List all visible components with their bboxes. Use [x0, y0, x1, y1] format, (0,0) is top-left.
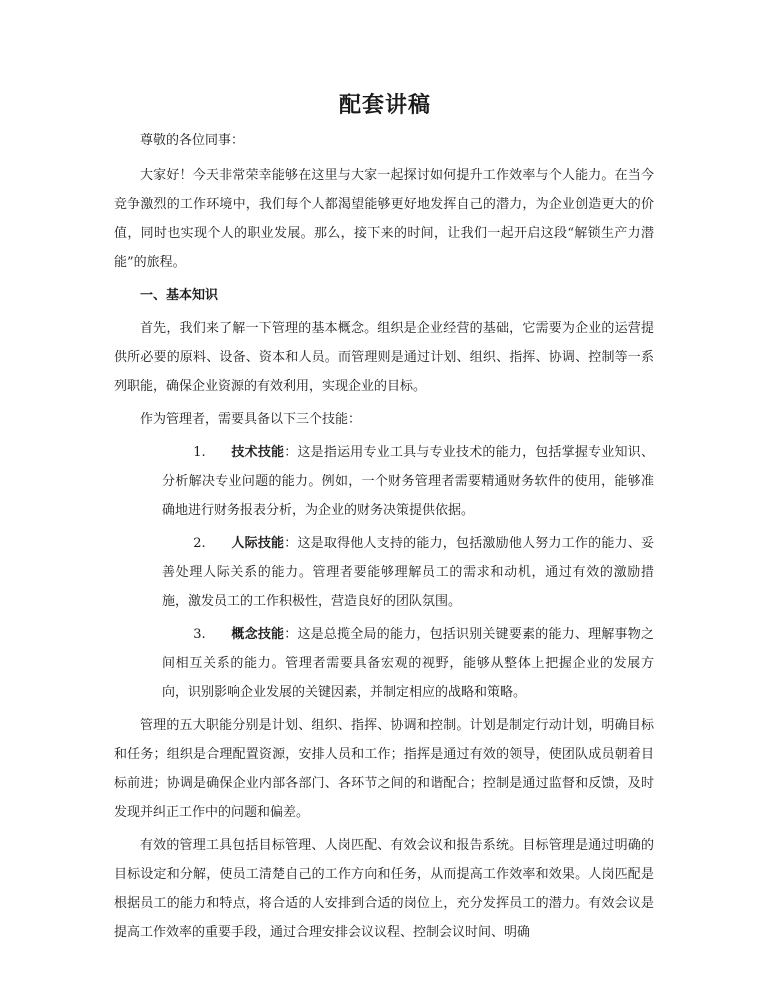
- list-item: [162, 438, 654, 525]
- list-term: 人际技能: [231, 536, 285, 551]
- intro-paragraph: 大家好！今天非常荣幸能够在这里与大家一起探讨如何提升工作效率与个人能力。在当今竞争激烈的工作环境中，我们每个人都渴望能够更好地发挥自己的潜力，为企业创造更大的价值，同时也实现个人的职业发展。那么，接下来的时间，让我们一起开启这段“解锁生产力潜能”的旅程。: [114, 168, 654, 270]
- greeting: 尊敬的各位同事：: [140, 133, 245, 148]
- section-heading: 一、基本知识: [140, 288, 219, 303]
- list-text: ：这是取得他人支持的能力，包括激励他人努力工作的能力、妥善处理人际关系的能力。管理者要能够理解员工的需求和动机，通过有效的激励措施，激发员工的工作积极性，营造良好的团队氛围。: [162, 536, 654, 609]
- list-number: 3.: [193, 627, 206, 642]
- page-title: 配套讲稿: [338, 92, 431, 118]
- paragraph-management-tools: 有效的管理工具包括目标管理、人岗匹配、有效会议和报告系统。目标管理是通过明确的目标设定和分解，使员工清楚自己的工作方向和任务，从而提高工作效率和效果。人岗匹配是根据员工的能力和特点，将合适的人安排到合适的岗位上，充分发挥员工的潜力。有效会议是提高工作效率的重要手段，通过合理安排会议议程、控制会议时间、明确: [114, 838, 654, 940]
- list-term: 技术技能: [231, 445, 285, 460]
- list-item: [162, 529, 654, 616]
- list-item: [162, 620, 654, 707]
- paragraph-five-functions: 管理的五大职能分别是计划、组织、指挥、协调和控制。计划是制定行动计划，明确目标和任务；组织是合理配置资源，安排人员和工作；指挥是通过有效的领导，使团队成员朝着目标前进；协调是确保企业内部各部门、各环节之间的和谐配合；控制是通过监督和反馈，及时发现并纠正工作中的问题和偏差。: [114, 718, 654, 820]
- list-number: 1.: [193, 445, 206, 460]
- list-term: 概念技能: [231, 627, 285, 642]
- document-body: [114, 126, 654, 951]
- paragraph-skills-intro: 作为管理者，需要具备以下三个技能：: [140, 412, 362, 427]
- list-number: 2.: [193, 536, 206, 551]
- paragraph-management-concept: 首先，我们来了解一下管理的基本概念。组织是企业经营的基础，它需要为企业的运营提供所必要的原料、设备、资本和人员。而管理则是通过计划、组织、指挥、协调、控制等一系列职能，确保企业资源的有效利用，实现企业的目标。: [114, 321, 654, 394]
- list-text: ：这是总揽全局的能力，包括识别关键要素的能力、理解事物之间相互关系的能力。管理者需要具备宏观的视野，能够从整体上把握企业的发展方向，识别影响企业发展的关键因素，并制定相应的战略和策略。: [162, 627, 654, 700]
- list-text: ：这是指运用专业工具与专业技术的能力，包括掌握专业知识、分析解决专业问题的能力。例如，一个财务管理者需要精通财务软件的使用，能够准确地进行财务报表分析，为企业的财务决策提供依据。: [162, 445, 654, 518]
